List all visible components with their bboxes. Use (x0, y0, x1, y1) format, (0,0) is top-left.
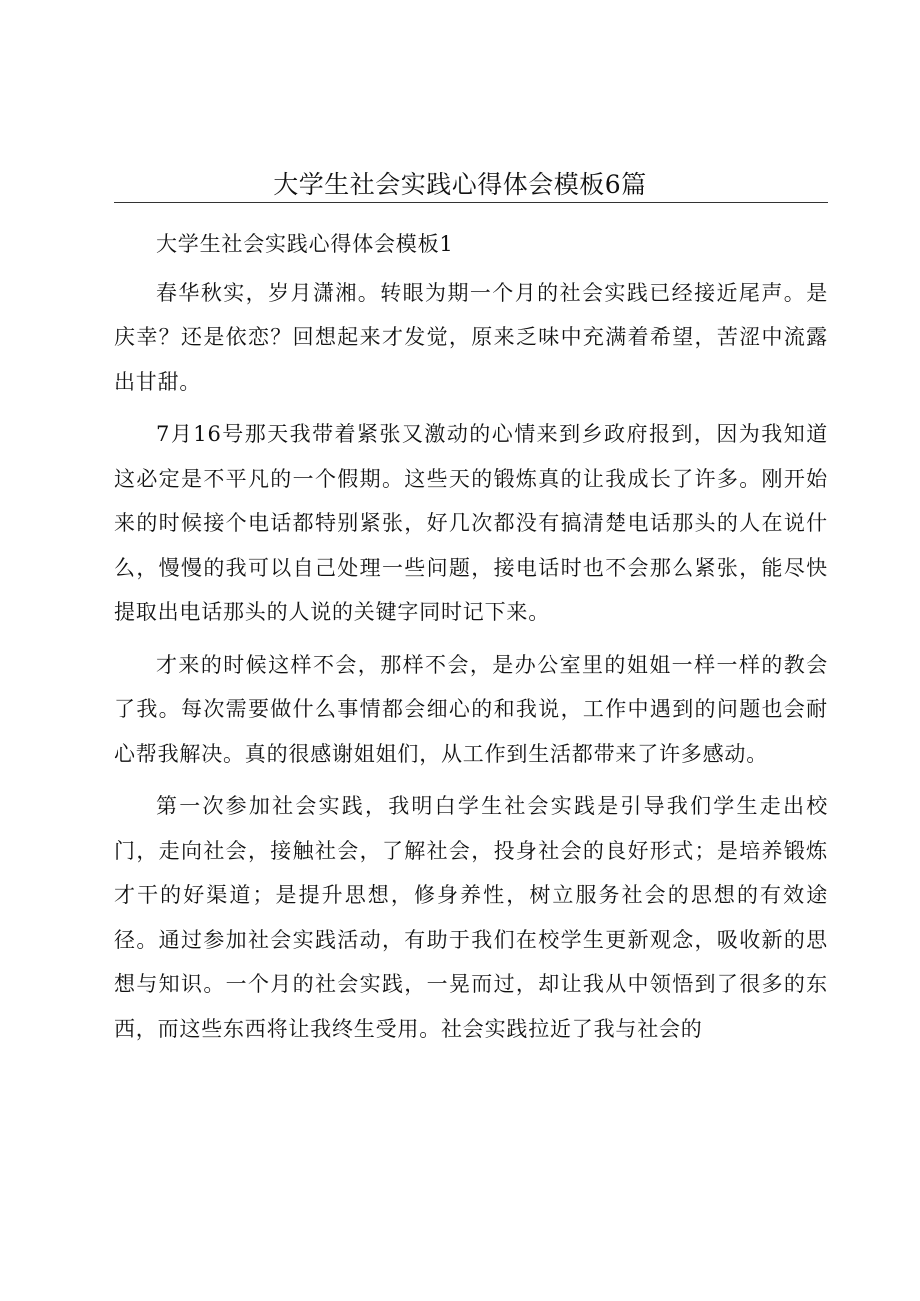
document-body (114, 222, 828, 1059)
paragraph-3: 才来的时候这样不会，那样不会，是办公室里的姐姐一样一样的教会了我。每次需要做什么事情都会细心的和我说，工作中遇到的问题也会耐心帮我解决。真的很感谢姐姐们，从工作到生活都带来了许多感动。 (114, 652, 828, 766)
paragraph-1: 春华秋实，岁月潇湘。转眼为期一个月的社会实践已经接近尾声。是庆幸？还是依恋？回想起来才发觉，原来乏味中充满着希望，苦涩中流露出甘甜。 (114, 280, 828, 394)
document-title: 大学生社会实践心得体会模板6篇 (273, 170, 647, 199)
section-heading: 大学生社会实践心得体会模板1 (156, 232, 454, 256)
paragraph-2: 7月16号那天我带着紧张又激动的心情来到乡政府报到，因为我知道这必定是不平凡的一个假期。这些天的锻炼真的让我成长了许多。刚开始来的时候接个电话都特别紧张，好几次都没有搞清楚电话那头的人在说什么，慢慢的我可以自己处理一些问题，接电话时也不会那么紧张，能尽快提取出电话那头的人说的关键字同时记下来。 (114, 422, 828, 624)
title-underline (114, 202, 828, 203)
paragraph-4: 第一次参加社会实践，我明白学生社会实践是引导我们学生走出校门，走向社会，接触社会，了解社会，投身社会的良好形式；是培养锻炼才干的好渠道；是提升思想，修身养性，树立服务社会的思想的有效途径。通过参加社会实践活动，有助于我们在校学生更新观念，吸收新的思想与知识。一个月的社会实践，一晃而过，却让我从中领悟到了很多的东西，而这些东西将让我终生受用。社会实践拉近了我与社会的 (114, 794, 828, 1041)
